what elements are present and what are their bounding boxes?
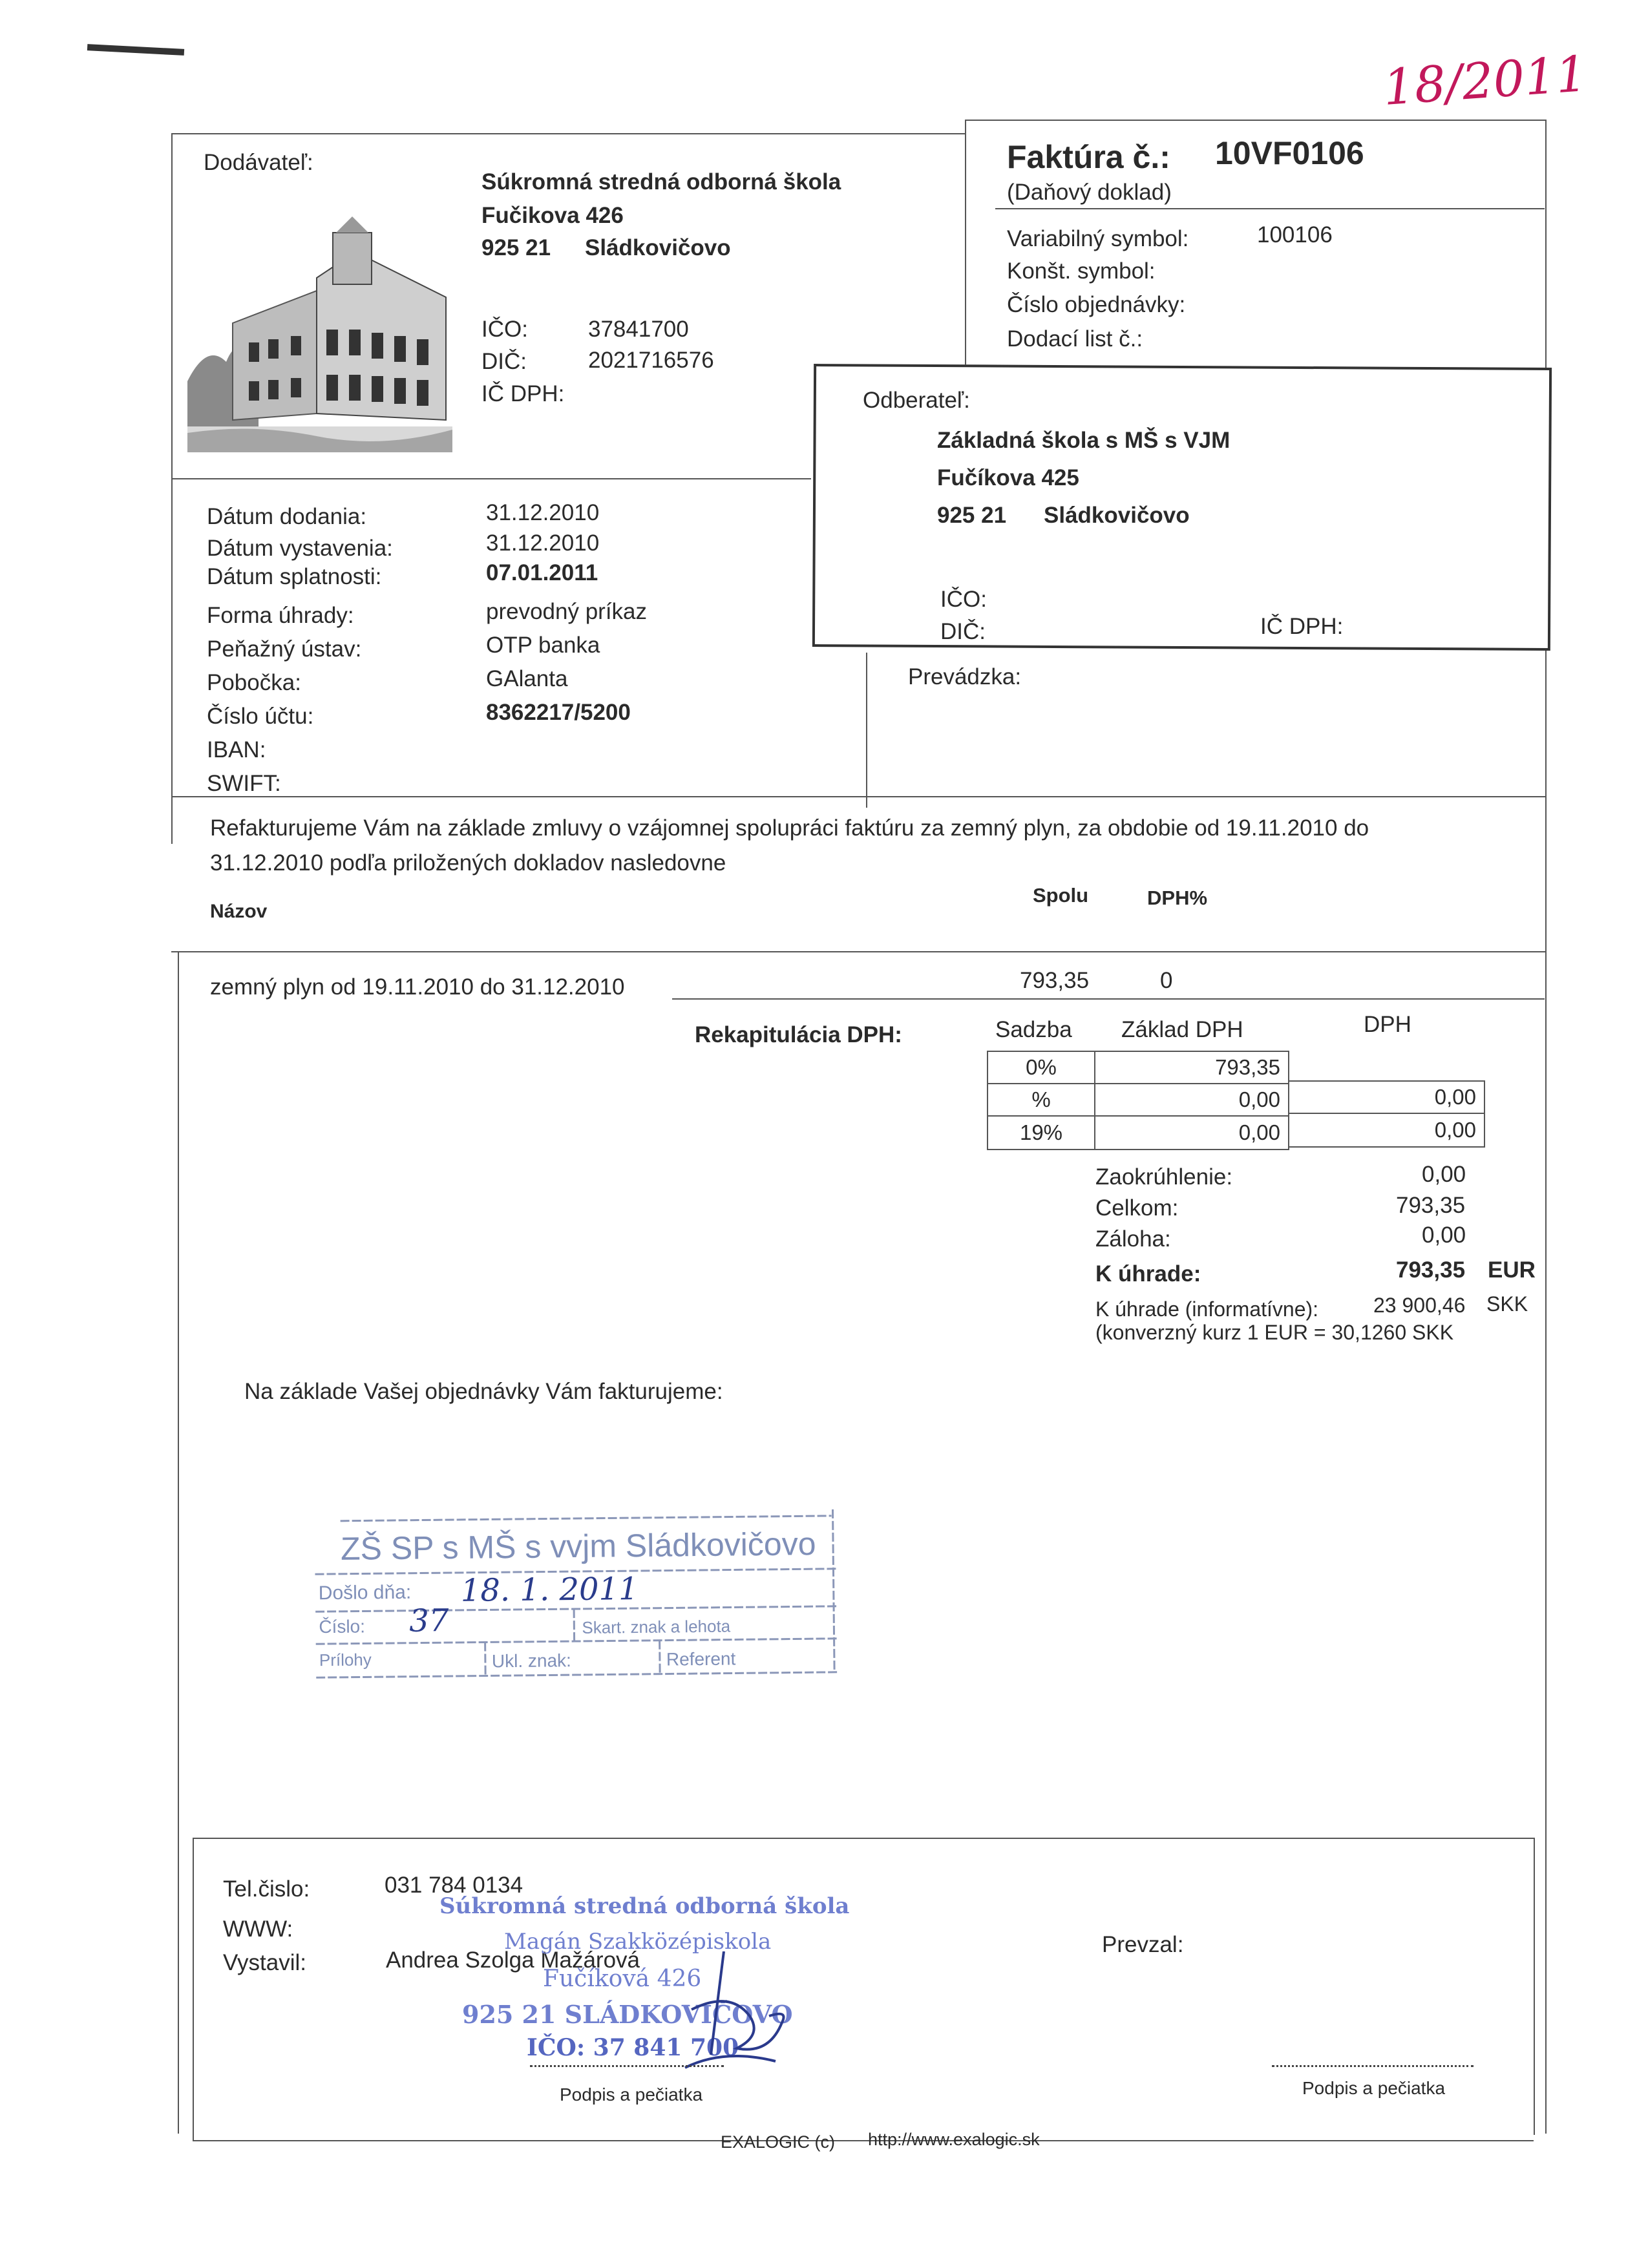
sign-left-label: Podpis a pečiatka [560,2084,703,2105]
date-label: Dátum splatnosti: [207,564,382,589]
vat-base-cell: 0,00 [1094,1083,1289,1117]
date-label: Číslo účtu: [207,704,314,729]
vat-base-cell: 0,00 [1094,1115,1289,1150]
body-right [1545,951,1547,2134]
school-stamp-line-3: Fučíková 426 [543,1966,702,1992]
supplier-dic: 2021716576 [588,348,714,373]
customer-icdph-label: IČ DPH: [1260,614,1344,639]
supplier-icdph-label: IČ DPH: [481,381,565,406]
footer-top-line [193,1838,1534,1839]
vat-amount-cell: 0,00 [1288,1080,1485,1114]
date-row [207,666,853,704]
supplier-divider [171,478,811,479]
date-value: 07.01.2011 [486,560,598,585]
dates-list [207,500,853,804]
date-value: OTP banka [486,633,600,658]
rounding-value: 0,00 [1422,1162,1466,1187]
supplier-street: Fučikova 426 [481,203,624,228]
item-vat-pct: 0 [1160,968,1173,993]
received-field-referent: Referent [666,1648,736,1670]
issued-by: Andrea Szolga Mažárová [386,1948,640,1973]
supplier-dic-label: DIČ: [481,349,527,374]
software-url: http://www.exalogic.sk [868,2130,1040,2149]
received-field-attachments: Prílohy [319,1650,372,1670]
advance-value: 0,00 [1422,1223,1466,1248]
frame-top-right [965,120,1545,121]
frame-left [171,133,173,844]
due-info-currency: SKK [1486,1292,1528,1316]
received-by-label: Prevzal: [1102,1932,1184,1957]
invoice-number: 10VF0106 [1215,135,1364,171]
due-value: 793,35 [1396,1257,1466,1283]
scan-mark [87,44,184,56]
received-date-value: 18. 1. 2011 [460,1571,639,1609]
vat-base-cell: 793,35 [1094,1051,1289,1084]
received-num-label: Číslo: [319,1616,366,1637]
school-stamp-line-2: Magán Szakközépiskola [504,1929,772,1955]
due-label: K úhrade: [1095,1261,1201,1286]
date-label: SWIFT: [207,771,281,796]
customer-premises-label: Prevádzka: [908,664,1022,689]
date-row [207,560,853,603]
date-label: Forma úhrady: [207,603,354,628]
intro-line-1: Refakturujeme Vám na základe zmluvy o vzájomnej spolupráci faktúru za zemný plyn, za obdobie od 19.11.2010 do [210,815,1369,841]
date-value: 31.12.2010 [486,500,600,525]
intro-line-2: 31.12.2010 podľa priložených dokladov nasledovne [210,850,726,876]
sign-right-dots [1272,2065,1474,2067]
received-stamp-title: ZŠ SP s MŠ s vvjm Sládkovičovo [340,1526,816,1567]
date-value: 31.12.2010 [486,530,600,556]
customer-ico-label: IČO: [940,587,987,612]
vat-rate-cell: 0% [987,1051,1095,1084]
issued-label: Vystavil: [223,1950,307,1975]
due-info-value: 23 900,46 [1373,1294,1466,1317]
invoice-title-label: Faktúra č.: [1007,139,1170,175]
school-stamp-line-4: 925 21 SLÁDKOVIČOVO [462,2000,793,2029]
items-header-total: Spolu [1033,884,1089,907]
item-row-line [672,998,1545,1000]
date-label: Peňažný ústav: [207,636,362,662]
due-currency: EUR [1488,1257,1536,1283]
customer-street: Fučíkova 425 [937,465,1079,490]
supplier-label: Dodávateľ: [204,150,313,175]
date-label: Pobočka: [207,670,301,695]
total-value: 793,35 [1396,1193,1466,1218]
www-label: WWW: [223,1916,293,1942]
customer-dic-label: DIČ: [940,619,986,644]
item-name: zemný plyn od 19.11.2010 do 31.12.2010 [210,974,625,1000]
customer-zip: 925 21 [937,503,1007,528]
delivery-note-label: Dodací list č.: [1007,326,1143,352]
items-header-name: Názov [210,901,268,922]
ks-label: Konšt. symbol: [1007,258,1156,284]
supplier-ico: 37841700 [588,317,689,342]
vat-rate-cell: 19% [987,1115,1095,1150]
footer-right [1534,1838,1535,2135]
footer-bottom-line [193,2140,1534,2141]
vat-header-vat: DPH [1364,1012,1411,1037]
total-label: Celkom: [1095,1195,1179,1221]
date-label: Dátum dodania: [207,504,367,529]
customer-name: Základná škola s MŠ s VJM [937,428,1231,453]
supplier-ico-label: IČO: [481,317,528,342]
school-stamp-line-5: IČO: 37 841 700 [527,2034,739,2061]
date-row [207,633,853,670]
date-row [207,599,853,636]
received-date-label: Došlo dňa: [318,1581,412,1604]
sign-left-dots [530,2065,724,2067]
customer-city: Sládkovičovo [1044,503,1190,528]
date-row [207,771,853,804]
date-label: Dátum vystavenia: [207,536,393,561]
customer-label: Odberateľ: [863,388,970,413]
received-stamp [315,1509,840,1699]
vs-label: Variabilný symbol: [1007,226,1189,251]
vat-header-rate: Sadzba [995,1017,1072,1042]
received-num-value: 37 [408,1602,449,1639]
date-row [207,737,853,771]
tel-label: Tel.čislo: [223,1876,310,1902]
received-field-storage: Ukl. znak: [491,1650,572,1672]
school-building-image [187,213,452,452]
order-note: Na základe Vašej objednávky Vám fakturujeme: [244,1379,723,1404]
received-field-retention: Skart. znak a lehota [582,1616,731,1637]
header-divider-vertical [965,120,966,366]
tel-value: 031 784 0134 [385,1873,523,1898]
sign-right-label: Podpis a pečiatka [1302,2078,1446,2098]
conversion-rate-note: (konverzný kurz 1 EUR = 30,1260 SKK [1095,1321,1454,1344]
invoice-title-underline [995,208,1545,209]
software-credit: EXALOGIC (c) [721,2132,836,2152]
body-left [178,951,179,2134]
due-info-label: K úhrade (informatívne): [1095,1297,1319,1321]
supplier-zip: 925 21 [481,235,551,260]
advance-label: Záloha: [1095,1226,1171,1252]
rounding-label: Zaokrúhlenie: [1095,1164,1233,1190]
supplier-name: Súkromná stredná odborná škola [481,169,841,194]
frame-top-left [171,133,965,134]
vat-header-base: Základ DPH [1121,1017,1243,1042]
signature [672,1951,801,2081]
supplier-city: Sládkovičovo [585,235,731,260]
handwritten-ref: 18/2011 [1381,45,1589,116]
dates-divider-vertical [866,653,867,808]
date-value: 8362217/5200 [486,700,631,725]
footer-left [193,1838,194,2141]
invoice-subtitle: (Daňový doklad) [1007,180,1172,205]
items-header-line [171,951,1545,952]
date-label: IBAN: [207,737,266,762]
vat-rate-cell: % [987,1083,1095,1117]
date-row [207,700,853,737]
vat-amount-cell: 0,00 [1288,1113,1485,1148]
date-value: prevodný príkaz [486,599,648,624]
school-stamp-line-1: Súkromná stredná odborná škola [439,1893,850,1919]
vat-recap-label: Rekapitulácia DPH: [695,1022,902,1047]
items-header-vat: DPH% [1147,887,1208,909]
date-value: GAlanta [486,666,568,691]
vs-value: 100106 [1257,222,1333,247]
order-number-label: Číslo objednávky: [1007,292,1186,317]
item-total: 793,35 [1020,968,1090,993]
